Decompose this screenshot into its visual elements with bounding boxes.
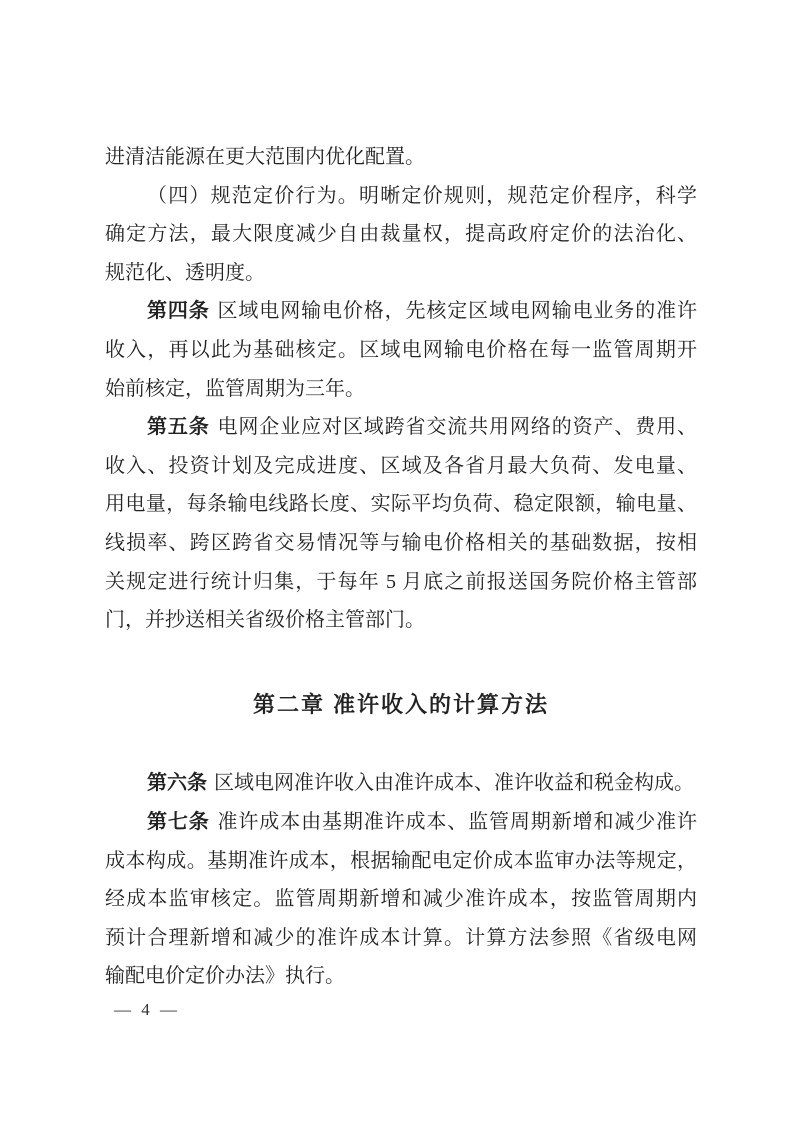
text-line: 关规定进行统计归集，于每年 5 月底之前报送国务院价格主管部 [105,570,697,593]
text-line: 门，并抄送相关省级价格主管部门。 [105,609,425,632]
page-number: — 4 — [114,1000,180,1019]
text-line: 确定方法，最大限度减少自由裁量权，提高政府定价的法治化、 [105,223,697,246]
text-line: 收入、投资计划及完成进度、区域及各省月最大负荷、发电量、 [105,454,697,477]
article-number: 第七条 [147,810,210,833]
text-line: 第七条 准许成本由基期准许成本、监管周期新增和减少准许 [147,810,698,833]
article-number: 第六条 [147,772,207,795]
article-number: 第五条 [147,416,210,439]
page-footer [114,1000,180,1020]
paragraph [105,138,697,177]
paragraph [105,803,697,996]
chapter-heading: 第二章 准许收入的计算方法 [252,691,550,717]
text-line: 预计合理新增和减少的准许成本计算。计算方法参照《省级电网 [105,926,697,949]
text-line: 第四条 区域电网输电价格，先核定区域电网输电业务的准许 [147,300,698,323]
text-line: 成本构成。基期准许成本，根据输配电定价成本监审办法等规定， [105,849,697,872]
text-line: 第五条 电网企业应对区域跨省交流共用网络的资产、费用、 [147,416,698,439]
text-line: 第六条 区域电网准许收入由准许成本、准许收益和税金构成。 [147,772,694,795]
text-line: 规范化、透明度。 [105,261,265,284]
paragraph [105,177,697,293]
paragraph [105,764,697,803]
paragraph [105,408,697,640]
paragraph [105,292,697,408]
text-line: （四）规范定价行为。明晰定价规则，规范定价程序，科学 [147,184,697,207]
article-number: 第四条 [147,300,210,323]
text-line: 线损率、跨区跨省交易情况等与输电价格相关的基础数据，按相 [105,531,697,554]
page-content [105,138,697,996]
text-line: 用电量，每条输电线路长度、实际平均负荷、稳定限额，输电量、 [105,493,697,516]
text-line: 进清洁能源在更大范围内优化配置。 [105,146,425,168]
text-line: 始前核定，监管周期为三年。 [105,377,365,400]
text-line: 输配电价定价办法》执行。 [105,965,345,988]
text-line: 收入，再以此为基础核定。区域电网输电价格在每一监管周期开 [105,338,697,361]
text-line: 经成本监审核定。监管周期新增和减少准许成本，按监管周期内 [105,888,697,911]
